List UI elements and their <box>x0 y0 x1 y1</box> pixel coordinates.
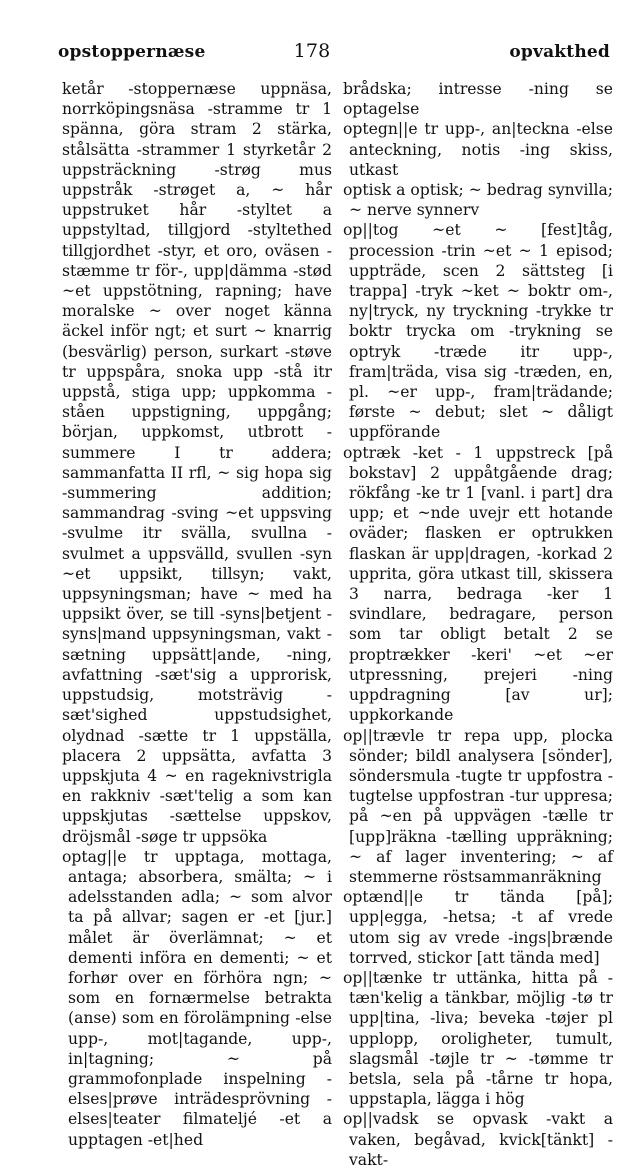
dictionary-entry: op||trævle tr repa upp, plocka sönder; bildl analysera [sönder], söndersmula -tugte tr uppfostra -tugtelse uppfostran -tur uppresa; på ~en på uppvägen -tælle tr [upp]räkna -tælling uppräkning; ~ af lager inventering; ~ af stemmerne röstsammanräkning <box>343 726 613 886</box>
dictionary-entry: brådska; intresse -ning se optagelse <box>343 80 613 119</box>
dictionary-entry: optag||e tr upptaga, mottaga, antaga; absorbera, smälta; ~ i adelsstanden adla; ~ som alvor ta på allvar; sagen er -et [jur.] målet är överlämnat; ~ et dementi införa en dementi; ~ et forhør over en förhöra ngn; ~ som en fornærmelse betrakta (anse) som en förolämpning -else upp-, mot|tagande, upp-, in|tagning; ~ på grammofonplade inspelning -elses|prøve inträdesprövning -elses|teater filmateljé -et a upptagen -et|hed <box>62 847 332 1149</box>
left-column <box>62 79 332 1150</box>
dictionary-entry: ketår -stoppernæse uppnäsa, norrköpingsnäsa -stramme tr 1 spänna, göra stram 2 stärka, stålsätta -strammer 1 styrketår 2 uppsträckning -strøg mus uppstråk -strøget a, ~ hår uppstruket hår -styltet a uppstyltad, tillgjord -styltethed tillgjordhet -styr, et oro, oväsen -stæmme tr för-, upp|dämma -stød ~et uppstötning, rapning; have moralske ~ over noget känna äckel inför ngt; et surt ~ knarrig (besvärlig) person, surkart -støve tr uppspåra, snoka upp -stå itr uppstå, stiga upp; uppkomma -ståen uppstigning, uppgång; början, uppkomst, utbrott -summere I tr addera; sammanfatta II rfl, ~ sig hopa sig -summering addition; sammandrag -sving ~et uppsving -svulme itr svälla, svullna -svulmet a uppsvälld, svullen -syn ~et uppsikt, tillsyn; vakt, uppsyningsman; have ~ med ha uppsikt över, se till -syns|betjent -syns|mand uppsyningsman, vakt -sætning uppsätt|ande, -ning, avfattning -sæt'sig a upprorisk, uppstudsig, motsträvig -sæt'sighed uppstudsighet, olydnad -sætte tr 1 uppställa, placera 2 uppsätta, avfatta 3 uppskjuta 4 ~ en rageknivstrigla en rakkniv -sæt'telig a som kan uppskjutas -sættelse uppskov, dröjsmål -søge tr uppsöka <box>62 80 332 846</box>
dictionary-entry: optræk -ket - 1 uppstreck [på bokstav] 2 uppåtgående drag; rökfång -ke tr 1 [vanl. i part] dra upp; et ~nde uvejr ett hotande oväder; flasken er optrukken flaskan är upp|dragen, -korkad 2 upprita, göra utkast till, skissera 3 narra, bedraga -ker 1 svindlare, bedragare, person som tar obligt betalt 2 se proptrækker -keri' ~et ~er utpressning, prejeri -ning uppdragning [av ur]; uppkorkande <box>343 443 613 725</box>
dictionary-entry: op||tog ~et ~ [fest]tåg, procession -trin ~et ~ 1 episod; uppträde, scen 2 sättsteg [i trappa] -tryk ~ket ~ boktr om-, ny|tryck, ny tryckning -trykke tr boktr trycka om -trykning se optryk -træde itr upp-, fram|träda, visa sig -træden, en, pl. ~er upp-, fram|trädande; første ~ debut; slet ~ dåligt uppförande <box>343 221 613 442</box>
dictionary-entry: optænd||e tr tända [på]; upp|egga, -hetsa; -t af vrede utom sig av vrede -ings|brænde torrved, stickor [att tända med] <box>343 888 613 967</box>
page-header-left: opstoppernæse <box>58 42 206 62</box>
dictionary-entry: optisk a optisk; ~ bedrag synvilla; ~ nerve synnerv <box>343 181 613 220</box>
page-header-right: opvakthed <box>509 42 610 62</box>
dictionary-entry: op||tænke tr uttänka, hitta på -tæn'kelig a tänkbar, möjlig -tø tr upp|tina, -liva; beveka -tøjer pl upplopp, oroligheter, tumult, slagsmål -tøjle tr ~ -tømme tr betsla, sela på -tårne tr hopa, uppstapla, lägga i hög <box>343 968 613 1109</box>
dictionary-entry: optegn||e tr upp-, an|teckna -else anteckning, notis -ing skiss, utkast <box>343 120 613 179</box>
page-number: 178 <box>293 40 331 62</box>
right-column <box>343 79 613 1170</box>
dictionary-entry: op||vadsk se opvask -vakt a vaken, begåvad, kvick[tänkt] -vakt- <box>343 1110 613 1169</box>
